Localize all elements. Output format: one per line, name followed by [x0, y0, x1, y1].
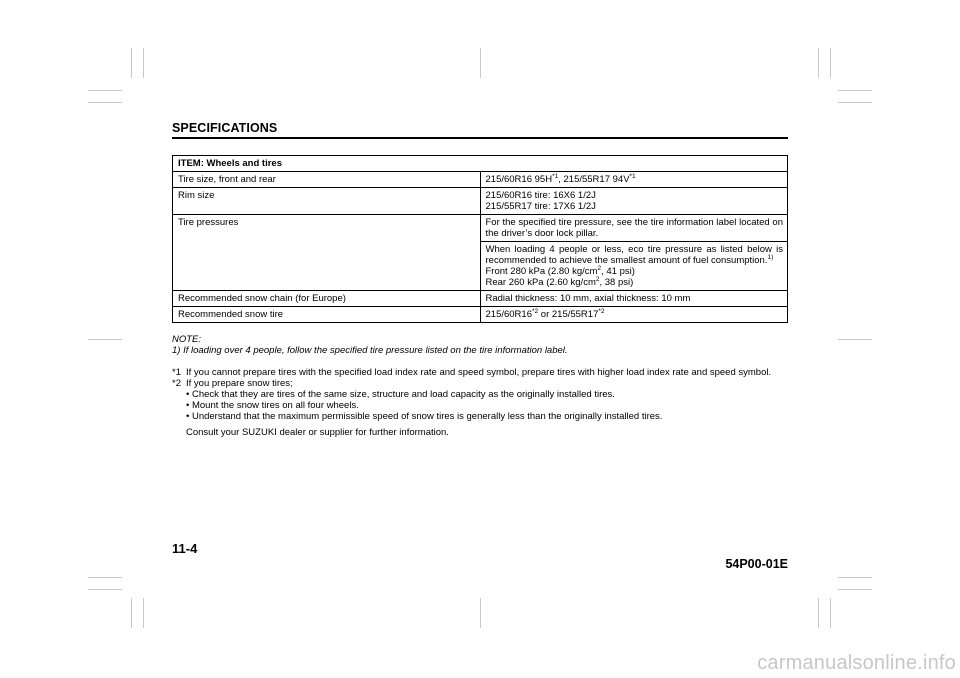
crop-mark [143, 598, 144, 628]
consult-text: Consult your SUZUKI dealer or supplier for further information. [186, 427, 449, 438]
footnote-mark: *1 [172, 367, 181, 378]
crop-mark [131, 48, 132, 78]
front-pressure-a: Front 280 kPa (2.80 kg/cm [485, 266, 598, 277]
crop-mark [88, 90, 122, 91]
note-item: 1) If loading over 4 people, follow the specified tire pressure listed on the tire information label. [172, 345, 568, 356]
row-value: For the specified tire pressure, see the tire information label located on the driver’s door lock pillar. [480, 215, 788, 242]
tire-size-value: 215/60R16 95H [485, 174, 553, 185]
rear-pressure-a: Rear 260 kPa (2.60 kg/cm [485, 277, 596, 288]
crop-mark [838, 90, 872, 91]
table-row [173, 307, 788, 323]
wheels-tires-spec-table [172, 155, 788, 323]
rear-pressure-b: , 38 psi) [599, 277, 634, 288]
note-ref: 1) [767, 253, 774, 261]
spacer [172, 356, 788, 367]
crop-mark [88, 339, 122, 340]
footnote-ref: *1 [629, 172, 636, 180]
snow-tire-value: 215/55R17 [551, 309, 599, 320]
note-heading: NOTE: [172, 334, 202, 345]
rear-pressure [486, 277, 784, 288]
row-value [480, 242, 788, 291]
table-row [173, 291, 788, 307]
crop-mark [131, 598, 132, 628]
crop-mark [830, 598, 831, 628]
unit-exponent: 2 [597, 264, 602, 272]
crop-mark [480, 48, 481, 78]
crop-mark [818, 48, 819, 78]
unit-exponent: 2 [595, 275, 600, 283]
row-value: Radial thickness: 10 mm, axial thickness: 10 mm [480, 291, 788, 307]
separator: or [538, 309, 552, 320]
row-value [480, 188, 788, 215]
crop-mark [830, 48, 831, 78]
footnote-ref: *2 [598, 307, 605, 315]
footnote-ref: *1 [552, 172, 559, 180]
row-label: Tire size, front and rear [173, 172, 481, 188]
footnote-2 [172, 378, 788, 389]
rim-size-line: 215/60R16 tire: 16X6 1/2J [485, 190, 596, 201]
crop-mark [838, 589, 872, 590]
footnote-text: If you prepare snow tires; [186, 378, 293, 389]
crop-mark [838, 102, 872, 103]
section-title: SPECIFICATIONS [172, 121, 278, 135]
front-pressure-b: , 41 psi) [601, 266, 635, 277]
crop-mark [818, 598, 819, 628]
crop-mark [88, 589, 122, 590]
footnote-ref: *2 [531, 307, 539, 315]
row-label: Recommended snow chain (for Europe) [173, 291, 481, 307]
tire-size-value: 215/55R17 94V [563, 174, 630, 185]
header-rule [172, 137, 788, 139]
list-item: • Check that they are tires of the same size, structure and load capacity as the originally installed tires. [186, 389, 615, 400]
rim-size-line: 215/55R17 tire: 17X6 1/2J [485, 201, 596, 212]
eco-pressure-text [486, 244, 784, 266]
footnote-text: If you cannot prepare tires with the specified load index rate and speed symbol, prepare tires with higher load index rate and speed symbol. [186, 367, 772, 378]
table-row [173, 172, 788, 188]
list-item: • Understand that the maximum permissible speed of snow tires is generally less than the originally installed tires. [186, 411, 663, 422]
watermark-text: carmanualsonline.info [757, 652, 956, 674]
row-label: Rim size [173, 188, 481, 215]
notes-section [172, 334, 788, 438]
crop-mark [143, 48, 144, 78]
row-value [480, 307, 788, 323]
table-row [173, 215, 788, 242]
row-label: Recommended snow tire [173, 307, 481, 323]
table-row [173, 188, 788, 215]
separator: , [558, 174, 564, 185]
eco-pressure-sentence: When loading 4 people or less, eco tire pressure as listed below is recommended to achieve the smallest amount of fuel consumption. [485, 244, 783, 266]
page-number: 11-4 [172, 541, 198, 556]
row-label: Tire pressures [173, 215, 481, 291]
crop-mark [88, 102, 122, 103]
crop-mark [480, 598, 481, 628]
crop-mark [838, 577, 872, 578]
table-header-row [173, 156, 788, 172]
row-value [480, 172, 788, 188]
crop-mark [838, 339, 872, 340]
document-code: 54P00-01E [725, 557, 788, 571]
snow-tire-value: 215/60R16 [485, 309, 532, 320]
item-heading: ITEM: Wheels and tires [173, 156, 788, 172]
footnote-1 [172, 367, 788, 378]
crop-mark [88, 577, 122, 578]
list-item: • Mount the snow tires on all four wheels. [186, 400, 359, 411]
front-pressure [486, 266, 784, 277]
footnote-mark: *2 [172, 378, 181, 389]
